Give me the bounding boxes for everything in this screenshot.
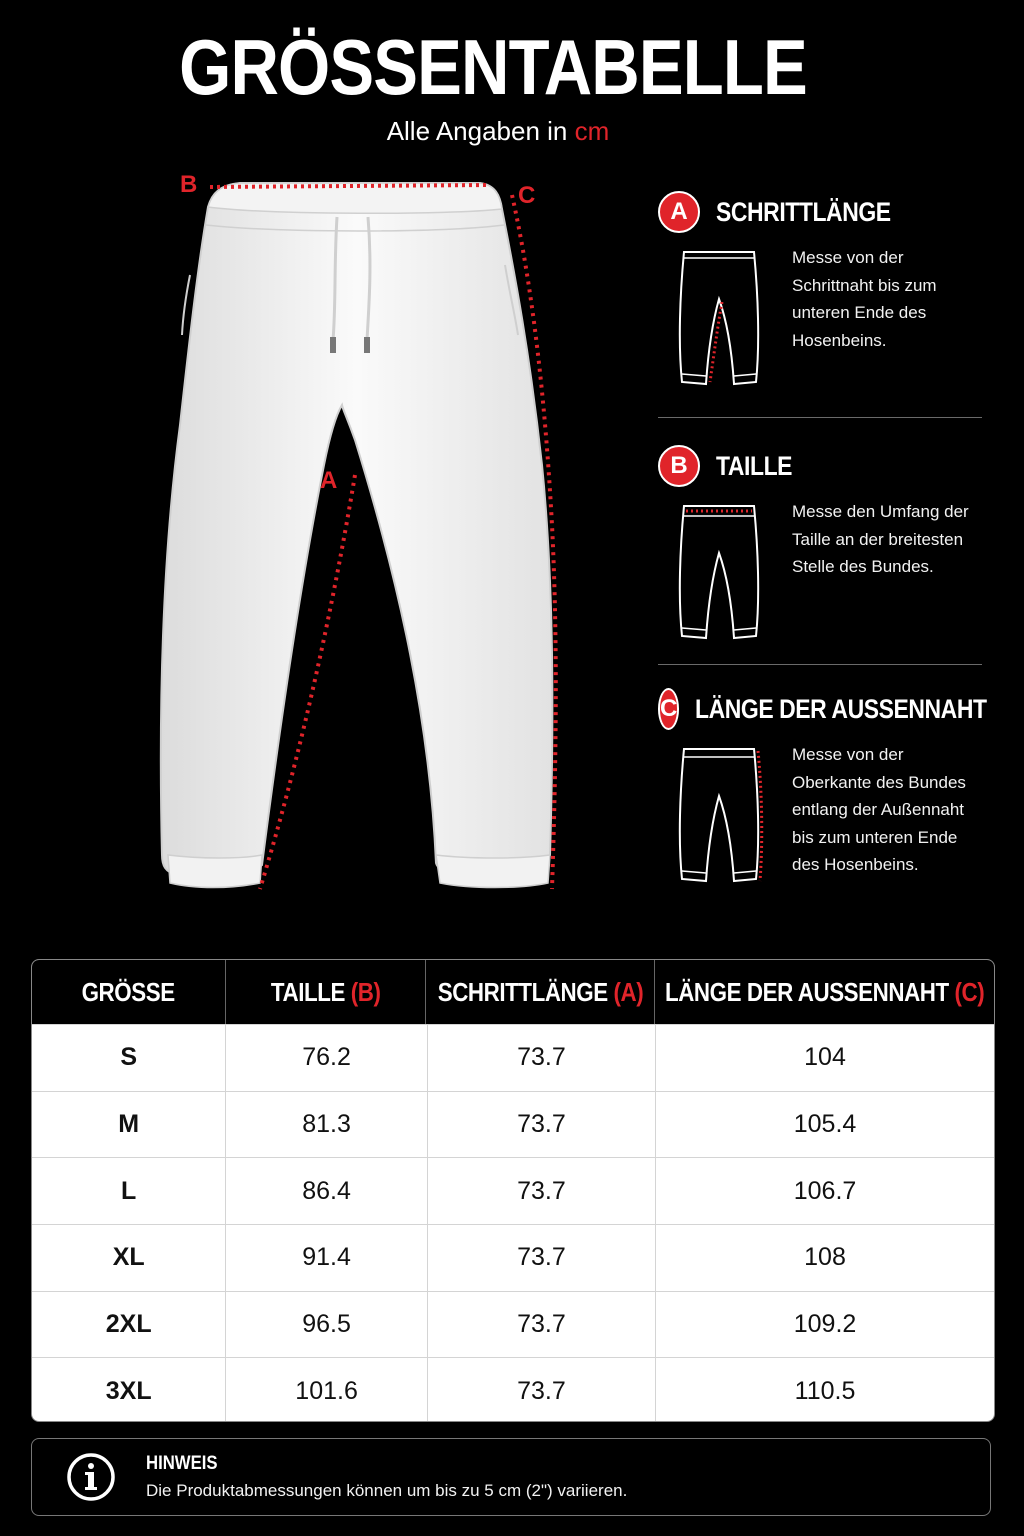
cell-inseam: 73.7	[428, 1158, 656, 1224]
cell-waist: 76.2	[226, 1025, 427, 1091]
pants-inseam-icon	[674, 244, 764, 389]
measure-b-description: Messe den Umfang der Taille an der breitesten Stelle des Bundes.	[792, 502, 969, 576]
ref-letter-a: A	[320, 467, 338, 494]
pants-outseam-icon	[674, 741, 764, 886]
cell-size: 2XL	[32, 1292, 226, 1358]
subtitle-text: Alle Angaben in	[386, 116, 568, 146]
note-box	[31, 1438, 991, 1516]
ref-letter-c: C	[518, 182, 536, 209]
cell-inseam: 73.7	[428, 1092, 656, 1158]
badge-b: B	[658, 445, 700, 487]
header-outseam: LÄNGE DER AUSSENNAHT (C)	[664, 976, 985, 1007]
cell-outseam: 105.4	[793, 1110, 857, 1139]
cell-size: XL	[32, 1225, 226, 1291]
cell-inseam: 73.7	[428, 1358, 656, 1422]
table-row	[32, 1091, 994, 1158]
measure-b-section	[658, 444, 983, 643]
badge-a: A	[658, 191, 700, 233]
page-subtitle	[0, 118, 996, 144]
table-row	[32, 1024, 994, 1091]
measure-b-title: TAILLE	[716, 450, 793, 481]
cell-size: 3XL	[32, 1358, 226, 1422]
header-waist: TAILLE (B)	[226, 960, 426, 1024]
cell-waist: 101.6	[226, 1358, 427, 1422]
cell-outseam: 108	[804, 1243, 846, 1272]
measure-c-title: LÄNGE DER AUSSENNAHT	[695, 693, 987, 724]
cell-inseam: 73.7	[428, 1292, 656, 1358]
ref-letter-b: B	[180, 171, 198, 198]
cell-inseam: 73.7	[428, 1225, 656, 1291]
cell-waist: 91.4	[226, 1225, 427, 1291]
measure-a-title: SCHRITTLÄNGE	[716, 196, 891, 227]
header-size: GRÖSSE	[32, 960, 226, 1024]
cell-waist: 96.5	[226, 1292, 427, 1358]
measure-a-section	[658, 190, 983, 389]
cell-inseam: 73.7	[428, 1025, 656, 1091]
info-icon	[66, 1452, 116, 1502]
divider	[658, 664, 982, 665]
measure-c-section	[658, 687, 987, 886]
cell-waist: 81.3	[226, 1092, 427, 1158]
measure-c-description: Messe von der Oberkante des Bundes entlang der Außennaht bis zum unteren Ende des Hosenbeins.	[792, 745, 966, 874]
cell-outseam: 106.7	[793, 1176, 857, 1205]
pants-waist-icon	[674, 498, 764, 643]
divider	[658, 417, 982, 418]
cell-size: M	[32, 1092, 226, 1158]
table-header-row	[32, 960, 994, 1024]
cell-waist: 86.4	[226, 1158, 427, 1224]
table-row	[32, 1224, 994, 1291]
cell-outseam: 104	[804, 1043, 846, 1072]
note-title: HINWEIS	[146, 1453, 218, 1474]
pants-body	[161, 183, 553, 878]
measure-a-description: Messe von der Schrittnaht bis zum unteren Ende des Hosenbeins.	[792, 248, 937, 350]
pants-drawing	[150, 165, 570, 905]
cell-size: S	[32, 1025, 226, 1091]
note-text: Die Produktabmessungen können um bis zu 5 cm (2") variieren.	[146, 1481, 628, 1500]
page-title: GRÖSSENTABELLE	[179, 23, 807, 111]
cell-outseam: 110.5	[794, 1376, 856, 1405]
badge-c: C	[658, 688, 679, 730]
table-row	[32, 1357, 994, 1422]
header-inseam: SCHRITTLÄNGE (A)	[426, 960, 655, 1024]
table-row	[32, 1157, 994, 1224]
size-table	[31, 959, 995, 1422]
pants-illustration	[150, 165, 570, 905]
cell-outseam: 109.2	[793, 1310, 857, 1339]
table-row	[32, 1291, 994, 1358]
cell-size: L	[32, 1158, 226, 1224]
subtitle-unit: cm	[574, 116, 610, 146]
